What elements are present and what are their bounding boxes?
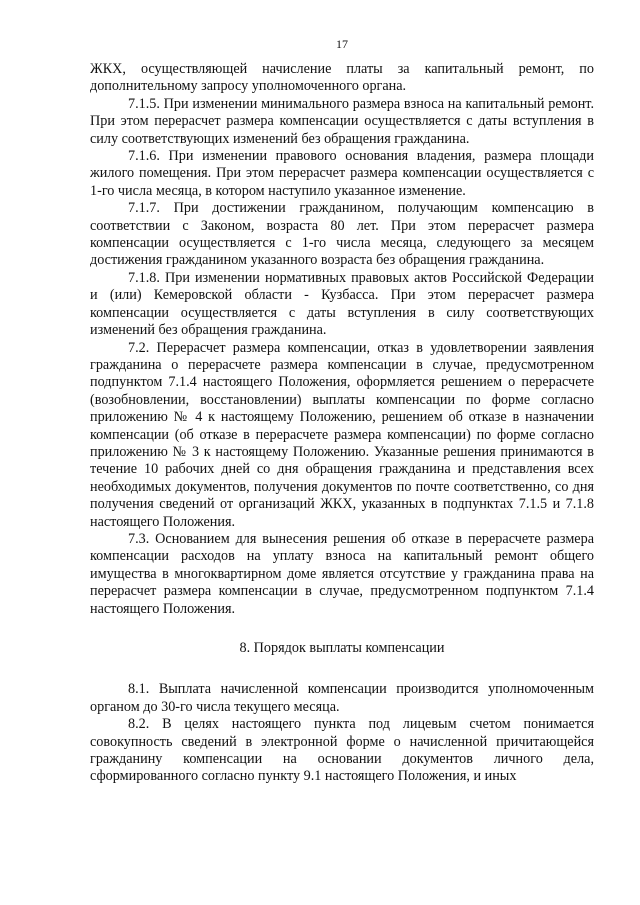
paragraph-7-1-8: 7.1.8. При изменении нормативных правовых актов Российской Федерации и (или) Кемеровской области - Кузбасса. При этом перерасчет размера компенсации осуществляется с даты вступления в силу соответствующих изменений без обращения гражданина. bbox=[90, 269, 594, 339]
section-heading: 8. Порядок выплаты компенсации bbox=[239, 640, 445, 656]
page-number: 17 bbox=[336, 37, 348, 51]
paragraph-7-1-5: 7.1.5. При изменении минимального размера взноса на капитальный ремонт. При этом перерасчет размера компенсации осуществляется с даты вступления в силу соответствующих изменений без обращения гражданина. bbox=[90, 95, 594, 147]
paragraph-7-3: 7.3. Основанием для вынесения решения об отказе в перерасчете размера компенсации расходов на уплату взноса на капитальный ремонт общего имущества в многоквартирном доме является отсутствие у гражданина права на перерасчет размера компенсации в случае, предусмотренном подпунктом 7.1.4 настоящего Положения. bbox=[90, 530, 594, 617]
paragraph-7-1-6: 7.1.6. При изменении правового основания владения, размера площади жилого помещения. При этом перерасчет размера компенсации осуществляется с 1-го числа месяца, в котором наступило указанное изменение. bbox=[90, 148, 594, 199]
paragraph-continuation: ЖКХ, осуществляющей начисление платы за капитальный ремонт, по дополнительному запросу уполномоченного органа. bbox=[90, 61, 594, 95]
paragraph-8-2: 8.2. В целях настоящего пункта под лицевым счетом понимается совокупность сведений в электронной форме о начисленной причитающейся гражданину компенсации на основании документов личного дела, сформированного согласно пункту 9.1 настоящего Положения, и иных bbox=[90, 716, 594, 785]
paragraph-7-2: 7.2. Перерасчет размера компенсации, отказ в удовлетворении заявления гражданина о перерасчете размера компенсации в случае, предусмотренном подпунктом 7.1.4 настоящего Положения, оформляется решением о перерасчете (возобновлении, восстановлении) выплаты компенсации по форме согласно приложению № 4 к настоящему Положению, решением об отказе в назначении компенсации (об отказе в перерасчете размера компенсации) по форме согласно приложению № 3 к настоящему Положению. Указанные решения принимаются в течение 10 рабочих дней со дня обращения гражданина и представления всех необходимых документов, получения документов по почте соответственно, со дня получения сведений от организаций ЖКХ, указанных в подпунктах 7.1.5 и 7.1.8 настоящего Положения. bbox=[90, 339, 594, 530]
paragraph-7-1-7: 7.1.7. При достижении гражданином, получающим компенсацию в соответствии с Законом, возраста 80 лет. При этом перерасчет размера компенсации осуществляется с 1-го числа месяца, следующего за месяцем достижения гражданином указанного возраста без обращения гражданина. bbox=[90, 200, 594, 269]
document-page bbox=[90, 36, 594, 786]
paragraph-8-1: 8.1. Выплата начисленной компенсации производится уполномоченным органом до 30-го числа текущего месяца. bbox=[90, 681, 594, 715]
